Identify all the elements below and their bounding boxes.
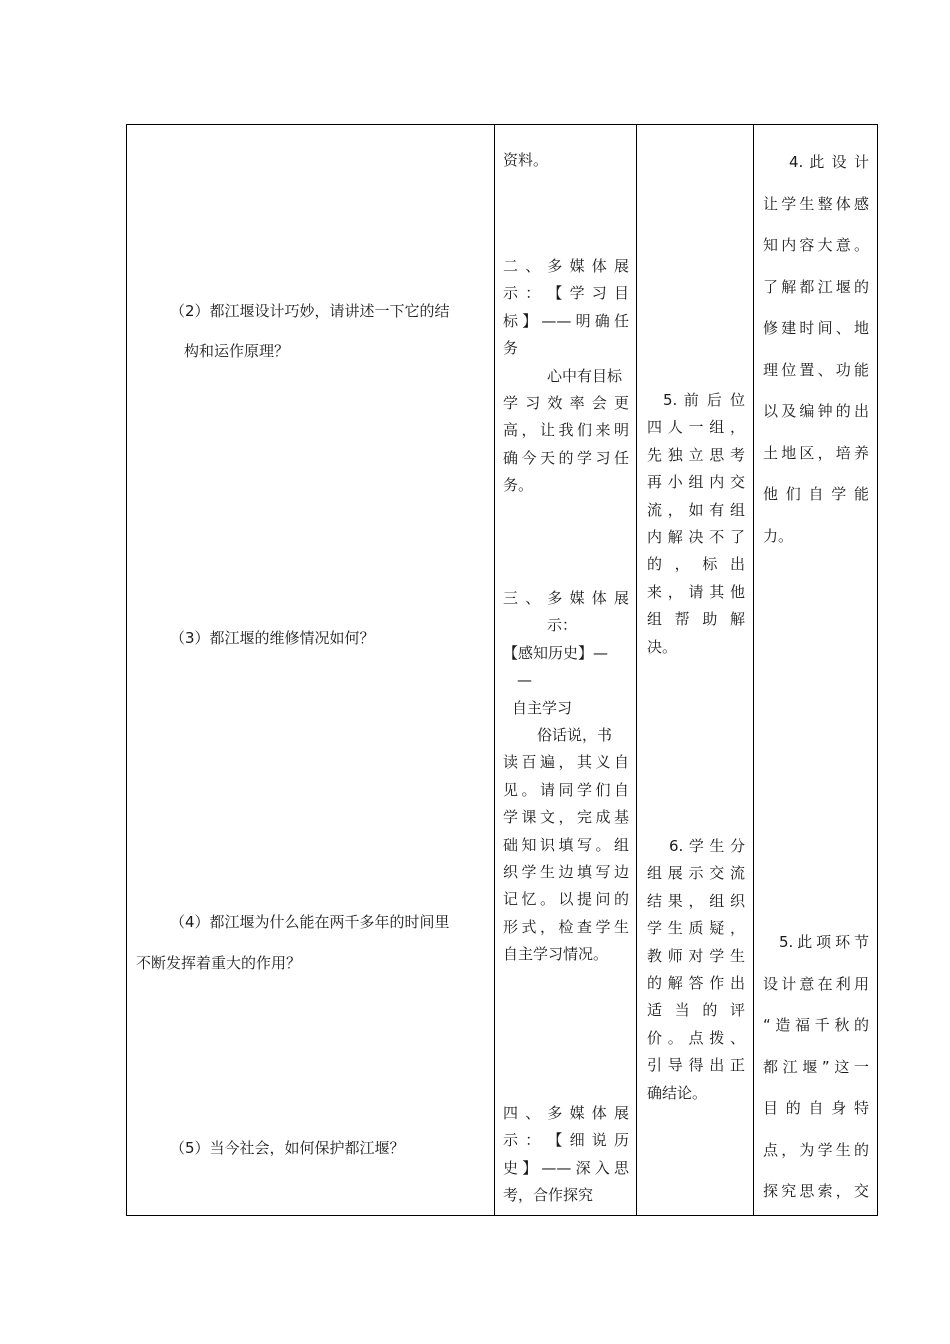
text-line: —	[517, 671, 532, 690]
text-line: 史】——深入思	[503, 1158, 629, 1177]
text-line: 记忆。以提问的	[503, 890, 629, 909]
text-line: 【感知历史】—	[503, 643, 609, 662]
text-line: 力。	[763, 526, 794, 545]
text-line: 5. 前 后 位	[663, 391, 745, 409]
text-line: 结 果 ， 组 织	[647, 891, 745, 910]
column-divider	[636, 125, 637, 1215]
question-3: （3）都江堰的维修情况如何？	[170, 629, 375, 647]
text-line: 考，合作探究	[503, 1186, 594, 1205]
text-line: 5.此项环节	[779, 933, 869, 951]
text-block	[503, 585, 629, 969]
text-line: 4. 此 设 计	[789, 153, 869, 171]
text-line: 的 ， 标 出	[647, 555, 745, 574]
text-line: 探究思索，交	[763, 1182, 869, 1200]
text-line: 价 。 点 拨 、	[647, 1028, 745, 1047]
text-line: 确今天的学习任	[503, 448, 629, 467]
text-block	[763, 142, 869, 557]
text-block	[647, 833, 745, 1107]
text-line: 高，让我们来明	[503, 421, 629, 440]
text-line: 知内容大意。	[763, 236, 869, 254]
text-line: 他 们 自 学 能	[763, 485, 869, 503]
text-line: 织学生边填写边	[503, 863, 629, 882]
text-line: 示 ： 【 学 习 目	[503, 284, 629, 303]
text-line: 见。请同学们自	[503, 780, 629, 799]
text-line: 俗话说，书	[537, 726, 613, 745]
question-5: （5）当今社会，如何保护都江堰？	[170, 1139, 405, 1157]
text-line: 修建时间、地	[763, 319, 869, 337]
text-line: 自主学习情况。	[503, 945, 609, 964]
text-line: 示：	[547, 616, 578, 635]
question-2-line-2: 构和运作原理？	[184, 342, 290, 360]
text-line: 都江堰”这一	[763, 1057, 869, 1076]
text-line: 组展示交流	[647, 864, 745, 883]
text-line: 资料。	[503, 151, 549, 169]
question-4-line-2: 不断发挥着重大的作用？	[136, 954, 302, 972]
text-line: 6.学生分	[669, 837, 745, 855]
text-line: 土地区，培养	[763, 443, 869, 462]
text-line: 确结论。	[647, 1083, 708, 1102]
text-line: 目 的 自 身 特	[763, 1099, 869, 1117]
text-block	[647, 387, 745, 661]
text-line: 四 人 一 组 ，	[647, 418, 745, 437]
text-line: 标】——明确任	[503, 311, 629, 330]
text-line: 理位置、功能	[763, 360, 869, 379]
text-line: 了解都江堰的	[763, 277, 869, 296]
text-line: 教 师 对 学 生	[647, 946, 745, 965]
text-block	[503, 253, 629, 500]
text-line: 三 、 多 媒 体 展	[503, 589, 629, 607]
question-4-line-1: （4）都江堰为什么能在两千多年的时间里	[170, 913, 450, 931]
text-line: 点，为学生的	[763, 1140, 869, 1159]
text-line: 务	[503, 339, 519, 358]
text-line: 二 、 多 媒 体 展	[503, 257, 629, 275]
text-line: 适 当 的 评	[647, 1001, 745, 1020]
text-line: 再 小 组 内 交	[647, 473, 745, 492]
text-line: “造福千秋的	[763, 1016, 869, 1034]
text-line: 来 ， 请 其 他	[647, 582, 745, 601]
text-line: 形式，检查学生	[503, 917, 629, 936]
text-line: 组 帮 助 解	[647, 610, 745, 629]
text-block	[503, 1100, 629, 1210]
text-line: 自主学习	[512, 698, 573, 717]
text-line: 引导得出正	[647, 1056, 745, 1075]
text-block	[503, 147, 629, 174]
text-line: 示 ： 【 细 说 历	[503, 1131, 629, 1150]
text-line: 学课文，完成基	[503, 808, 629, 827]
text-line: 础知识填写。组	[503, 835, 629, 854]
text-line: 以及编钟的出	[763, 402, 869, 420]
text-line: 学 习 效 率 会 更	[503, 394, 629, 413]
text-block	[763, 922, 869, 1213]
text-line: 学 生 质 疑 ，	[647, 919, 745, 938]
column-divider	[753, 125, 754, 1215]
question-2-line-1: （2）都江堰设计巧妙，请讲述一下它的结	[170, 302, 450, 320]
text-line: 心中有目标	[547, 366, 623, 385]
text-line: 务。	[503, 476, 534, 495]
text-line: 流 ， 如 有 组	[647, 500, 745, 519]
text-line: 设计意在利用	[763, 974, 869, 993]
text-line: 让学生整体感	[763, 194, 869, 213]
text-line: 内 解 决 不 了	[647, 528, 745, 547]
text-line: 读百遍，其义自	[503, 753, 629, 772]
text-line: 的解答作出	[647, 974, 745, 993]
column-divider	[494, 125, 495, 1215]
text-line: 先独立思考	[647, 445, 745, 464]
text-line: 决。	[647, 637, 678, 656]
text-line: 四 、 多 媒 体 展	[503, 1104, 629, 1122]
